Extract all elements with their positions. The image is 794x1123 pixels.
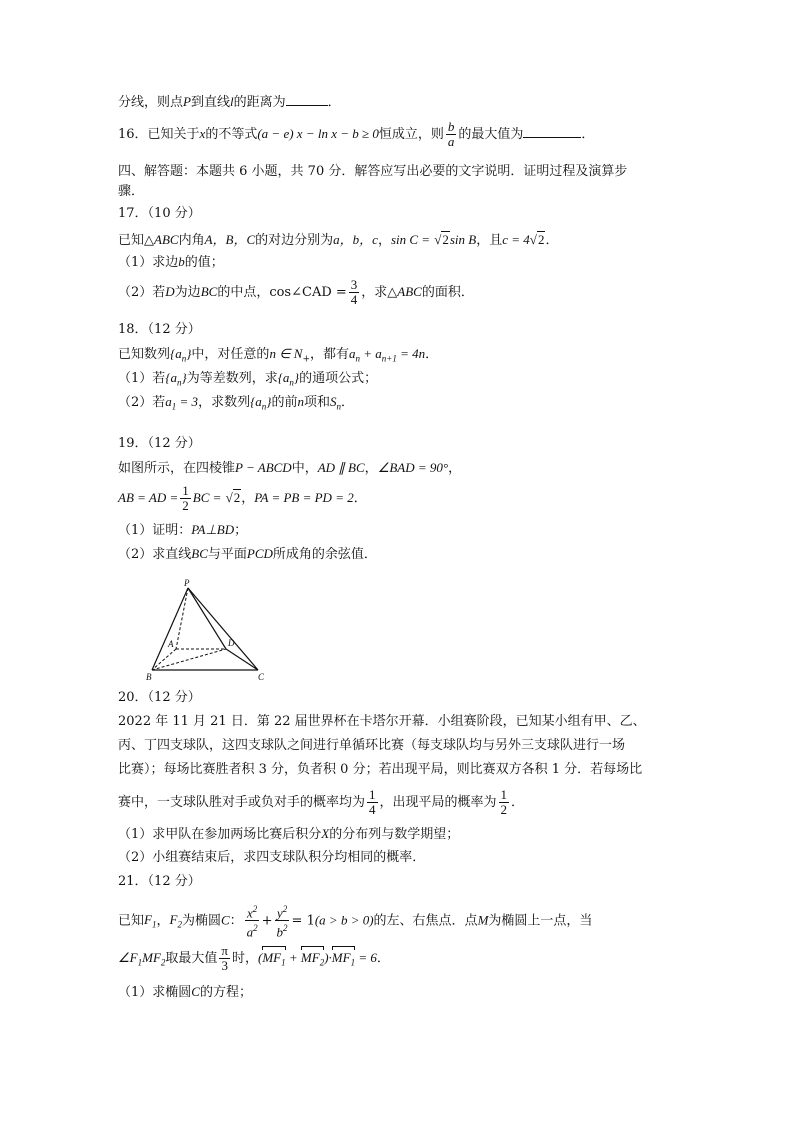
pyramid-figure bbox=[146, 578, 296, 682]
math: X bbox=[321, 826, 330, 841]
text: 为等差数列，求 bbox=[186, 371, 278, 386]
q18-part2 bbox=[118, 392, 354, 417]
sup: 2 bbox=[282, 904, 288, 914]
sub: n bbox=[355, 353, 360, 364]
edge-pa bbox=[176, 588, 188, 649]
math: D bbox=[165, 284, 175, 299]
q21-header: 21．（12 分） bbox=[118, 874, 201, 889]
math: PA⊥BD bbox=[191, 522, 235, 537]
text: ， bbox=[156, 913, 170, 929]
math: C bbox=[220, 912, 230, 928]
q17-part2 bbox=[118, 278, 474, 307]
q18-part1 bbox=[118, 368, 377, 393]
answer-blank bbox=[286, 93, 328, 106]
math: BC bbox=[200, 284, 218, 299]
text: （1）求边 bbox=[118, 255, 179, 270]
text: ． bbox=[545, 233, 559, 248]
q15-text: 分线，则点 bbox=[118, 95, 184, 110]
fraction-y2-b2 bbox=[275, 902, 290, 940]
frac-num: 1 bbox=[369, 787, 376, 802]
text: 的通项公式； bbox=[299, 371, 378, 386]
label-d: D bbox=[228, 638, 235, 648]
text: 的对边分别为 bbox=[255, 233, 334, 248]
text: 的中点， bbox=[217, 285, 270, 300]
q20-line4 bbox=[118, 788, 524, 817]
frac-den: 2 bbox=[182, 498, 189, 513]
fraction-pi-3 bbox=[219, 944, 230, 973]
math: MF bbox=[262, 950, 282, 965]
label-p: P bbox=[184, 578, 190, 588]
text: （1）求椭圆 bbox=[118, 985, 192, 1000]
math: A，B，C bbox=[204, 232, 256, 247]
math: b bbox=[178, 254, 185, 269]
q20-part1 bbox=[118, 824, 459, 845]
frac-num: 1 bbox=[500, 787, 508, 802]
text: ， bbox=[364, 461, 378, 476]
q16-end: ． bbox=[581, 127, 595, 142]
math: {a bbox=[277, 370, 290, 385]
frac-num bbox=[275, 902, 289, 921]
sub: 2 bbox=[160, 957, 166, 968]
text: 为椭圆上一点，当 bbox=[488, 913, 593, 929]
sub: 2 bbox=[319, 957, 325, 968]
frac-den: 4 bbox=[350, 292, 358, 307]
math: } bbox=[186, 346, 192, 361]
math bbox=[144, 912, 157, 930]
text: （2）若 bbox=[118, 285, 166, 300]
sqrt: √2 bbox=[225, 490, 241, 505]
text: 赛中，一支球队胜对手或负对手的概率均为 bbox=[118, 795, 366, 810]
text: 的前 bbox=[271, 395, 298, 410]
math: + a bbox=[360, 346, 382, 361]
text: 如图所示，在四棱锥 bbox=[118, 461, 236, 476]
math: + bbox=[285, 950, 301, 965]
radicand: 2 bbox=[233, 490, 241, 505]
math: · bbox=[328, 950, 332, 965]
math: a bbox=[165, 394, 172, 409]
text: 为边 bbox=[174, 285, 201, 300]
q16-var-x: x bbox=[199, 126, 206, 141]
text: ，且 bbox=[476, 233, 503, 248]
text: ， bbox=[448, 461, 462, 476]
sub: n bbox=[176, 377, 182, 388]
math: ABC bbox=[397, 284, 422, 299]
math: {a bbox=[170, 346, 182, 361]
sub: 1 bbox=[137, 957, 143, 968]
math: a bbox=[246, 924, 254, 940]
sub: n bbox=[336, 401, 342, 412]
math bbox=[349, 346, 426, 364]
text: 项和 bbox=[304, 395, 331, 410]
text: 与平面 bbox=[207, 547, 247, 562]
section-heading: 四、解答题：本题共 6 小题，共 70 分．解答应写出必要的文字说明．证明过程及演算步 bbox=[118, 164, 628, 179]
sub: 1 bbox=[350, 957, 356, 968]
frac-den: 3 bbox=[221, 958, 228, 973]
q20-line2: 丙、丁四支球队，这四支球队之间进行单循环比赛（每支球队均与另外三支球队进行一场 bbox=[118, 738, 626, 753]
q17-part1 bbox=[118, 252, 224, 273]
math: BC = bbox=[192, 490, 222, 505]
text: ． bbox=[341, 395, 355, 410]
text: 已知数列 bbox=[118, 347, 171, 362]
math: = 6 bbox=[355, 950, 377, 965]
q19-part1 bbox=[118, 520, 247, 541]
q17-stem: 已知△ABC内角A，B，C的对边分别为a，b，c，sin C = √2sin B，且c = 4√2． bbox=[118, 232, 559, 248]
edge-pd bbox=[188, 588, 226, 649]
math: sin C = bbox=[390, 232, 431, 247]
edge-bd bbox=[152, 649, 226, 670]
text: 已知△ bbox=[118, 233, 154, 248]
sup: 2 bbox=[283, 923, 288, 934]
q19-conditions bbox=[118, 484, 367, 513]
q21-condition bbox=[118, 944, 390, 973]
math: ( bbox=[258, 950, 263, 965]
answer-blank bbox=[523, 125, 581, 138]
q19-part2 bbox=[118, 544, 377, 565]
q16-text: 恒成立，则 bbox=[378, 127, 444, 142]
math: S bbox=[330, 394, 337, 409]
text: 的左、右焦点．点 bbox=[373, 913, 478, 929]
text: ． bbox=[376, 951, 390, 966]
math: AD ∥ BC bbox=[317, 460, 365, 475]
math: {a bbox=[250, 394, 262, 409]
frac-den bbox=[245, 921, 260, 939]
math: M bbox=[477, 912, 489, 928]
q19-stem bbox=[118, 458, 461, 479]
q18-header: 18．（12 分） bbox=[118, 322, 201, 337]
vector bbox=[262, 948, 285, 973]
math: ∠BAD = 90° bbox=[377, 460, 449, 475]
text: 已知 bbox=[118, 913, 145, 929]
text: 内角 bbox=[178, 233, 205, 248]
text: ，求数列 bbox=[198, 395, 251, 410]
math: ABC bbox=[154, 232, 179, 247]
q16-fraction bbox=[446, 120, 457, 149]
text: 中， bbox=[291, 461, 318, 476]
math: MF bbox=[142, 950, 161, 965]
vector bbox=[332, 948, 355, 973]
math: x bbox=[247, 905, 253, 921]
text: ． bbox=[353, 491, 367, 506]
sqrt: √2 bbox=[529, 232, 545, 247]
q15-text: 的距离为 bbox=[233, 95, 286, 110]
math: PCD bbox=[246, 546, 273, 561]
radicand: 2 bbox=[442, 232, 449, 247]
math: } bbox=[293, 370, 300, 385]
q15-tail bbox=[118, 92, 341, 113]
q16-text: 的最大值为 bbox=[458, 127, 524, 142]
q20-part2: （2）小组赛结束后，求四支球队积分均相同的概率． bbox=[118, 850, 426, 865]
text: 时， bbox=[231, 951, 258, 966]
text: 的面积． bbox=[421, 285, 474, 300]
sub: n bbox=[261, 401, 267, 412]
q15-text: 到直线 bbox=[190, 95, 230, 110]
q15-point-p: P bbox=[183, 94, 191, 109]
text: ． bbox=[511, 795, 525, 810]
label-a: A bbox=[168, 639, 174, 649]
edge-pb bbox=[152, 588, 188, 670]
math bbox=[250, 394, 272, 412]
math: BC bbox=[191, 546, 208, 561]
math bbox=[330, 394, 342, 412]
text: （1）若 bbox=[118, 371, 166, 386]
math: c = 4 bbox=[502, 232, 530, 247]
math: a，b，c bbox=[333, 232, 378, 247]
sub: n bbox=[181, 353, 187, 364]
sqrt: √2 bbox=[434, 232, 449, 247]
q20-header: 20．（12 分） bbox=[118, 690, 201, 705]
sub: 1 bbox=[171, 401, 177, 412]
math: {a bbox=[165, 370, 177, 385]
math: } bbox=[181, 370, 187, 385]
q18-stem bbox=[118, 344, 438, 370]
text: 的值； bbox=[184, 255, 224, 270]
math: AB = AD = bbox=[118, 490, 179, 505]
math: MF bbox=[331, 950, 351, 965]
math: (a > b > 0) bbox=[314, 912, 374, 928]
q15-end: ． bbox=[327, 95, 341, 110]
math: b bbox=[276, 924, 284, 940]
text: ： bbox=[229, 913, 243, 929]
q16-text: 的不等式 bbox=[205, 127, 258, 142]
edge-pc bbox=[188, 588, 258, 670]
math bbox=[169, 912, 182, 930]
sub: n bbox=[289, 377, 294, 388]
text: ，出现平局的概率为 bbox=[379, 795, 497, 810]
math: + bbox=[261, 913, 273, 929]
text: （1）求甲队在参加两场比赛后积分 bbox=[118, 827, 322, 842]
q20-line3: 比赛）；每场比赛胜者积 3 分，负者积 0 分；若出现平局，则比赛双方各积 1 分．若每场比 bbox=[118, 762, 643, 777]
math: F bbox=[144, 912, 152, 928]
frac-num: 3 bbox=[350, 277, 358, 292]
math: = 3 bbox=[176, 394, 199, 409]
label-c: C bbox=[258, 672, 265, 682]
math: } bbox=[266, 394, 272, 409]
sub: 1 bbox=[281, 957, 286, 968]
text: 中，对任意的 bbox=[191, 347, 270, 362]
fraction bbox=[367, 788, 378, 817]
frac-num bbox=[245, 902, 259, 921]
math: cos∠CAD = bbox=[269, 285, 347, 300]
text: （2）求直线 bbox=[118, 547, 192, 562]
frac-den: a bbox=[447, 134, 455, 149]
q16-number: 16．已知关于 bbox=[118, 127, 200, 142]
math bbox=[118, 950, 166, 968]
label-b: B bbox=[146, 672, 152, 682]
math: F bbox=[169, 912, 178, 928]
math: n ∈ N bbox=[269, 346, 303, 361]
fraction-x2-a2 bbox=[245, 902, 260, 940]
math bbox=[165, 370, 187, 388]
text: 所成角的余弦值． bbox=[272, 547, 377, 562]
frac-den: 2 bbox=[500, 802, 508, 817]
text: ； bbox=[234, 523, 248, 538]
q19-header: 19．（12 分） bbox=[118, 436, 201, 451]
math bbox=[170, 346, 192, 364]
text: ，都有 bbox=[309, 347, 349, 362]
text: 取最大值 bbox=[165, 951, 218, 966]
text: ， bbox=[241, 491, 255, 506]
frac-den bbox=[275, 921, 290, 939]
text: （1）证明： bbox=[118, 523, 192, 538]
text: 为椭圆 bbox=[181, 913, 221, 929]
section-heading-cont: 骤． bbox=[118, 184, 145, 199]
text: （2）若 bbox=[118, 395, 166, 410]
frac-num: 1 bbox=[182, 483, 189, 498]
math: C bbox=[191, 984, 200, 999]
sub: 2 bbox=[177, 919, 182, 930]
q21-part1 bbox=[118, 982, 252, 1003]
vector-expression bbox=[258, 950, 377, 968]
math: y bbox=[276, 905, 283, 921]
text: ． bbox=[425, 347, 439, 362]
sup: 2 bbox=[252, 904, 258, 914]
math: n bbox=[297, 394, 304, 409]
fraction bbox=[180, 484, 191, 513]
q20-line1: 2022 年 11 月 21 日．第 22 届世界杯在卡塔尔开幕．小组赛阶段，已知某小组有甲、乙、 bbox=[118, 714, 646, 729]
q15-line-l: l bbox=[229, 94, 234, 109]
text: 的方程； bbox=[199, 985, 252, 1000]
sup: 2 bbox=[253, 923, 258, 934]
math: a bbox=[349, 346, 356, 361]
math bbox=[277, 370, 300, 388]
frac-num: π bbox=[221, 943, 228, 958]
frac-num: b bbox=[447, 119, 455, 134]
math: ∠F bbox=[118, 950, 138, 965]
fraction bbox=[349, 278, 360, 307]
math: = 4n bbox=[396, 346, 426, 361]
sub: 1 bbox=[151, 919, 157, 930]
math: sin B bbox=[449, 232, 477, 247]
math bbox=[165, 394, 199, 412]
fraction bbox=[499, 788, 510, 817]
math: PA = PB = PD = 2 bbox=[254, 490, 354, 505]
frac-den: 4 bbox=[369, 802, 376, 817]
vector bbox=[301, 948, 324, 973]
sub: + bbox=[302, 354, 310, 365]
math: P − ABCD bbox=[235, 460, 292, 475]
radicand: 2 bbox=[537, 232, 545, 247]
q16 bbox=[118, 120, 594, 149]
q16-inequality: (a − e) x − ln x − b ≥ 0 bbox=[257, 126, 379, 141]
q21-stem bbox=[118, 902, 592, 940]
q17-header: 17．（10 分） bbox=[118, 206, 201, 221]
math: = 1 bbox=[291, 913, 315, 929]
text: ，求△ bbox=[361, 285, 398, 300]
sub: n+1 bbox=[381, 353, 397, 364]
math: MF bbox=[300, 950, 320, 965]
math: ) bbox=[324, 950, 329, 965]
text: 的分布列与数学期望； bbox=[329, 827, 460, 842]
